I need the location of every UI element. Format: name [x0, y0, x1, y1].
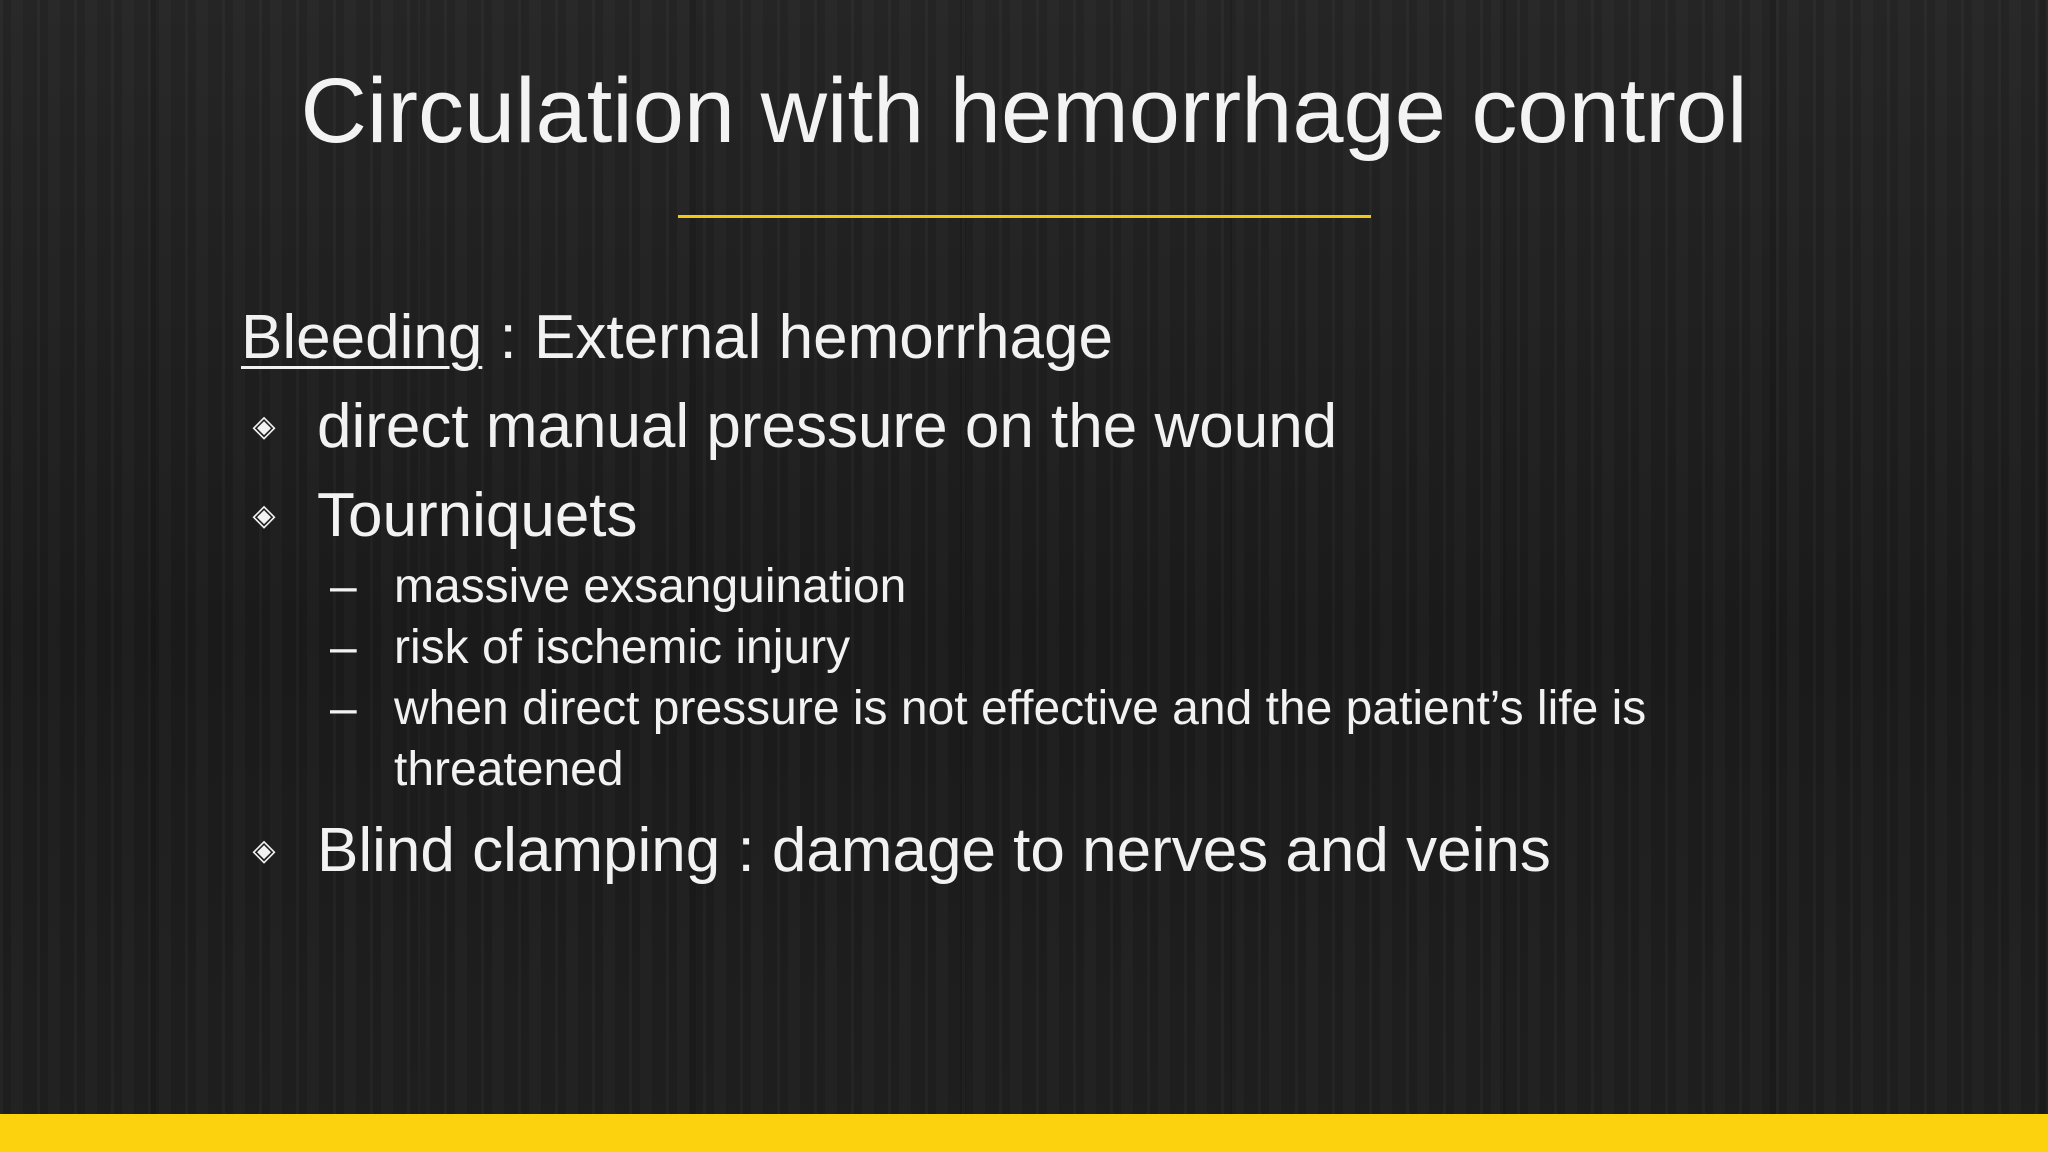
bullet-text: Blind clamping : damage to nerves and veins — [317, 816, 1551, 885]
diamond-bullet-icon: ◈ — [252, 410, 276, 443]
slide-title: Circulation with hemorrhage control — [300, 60, 1748, 162]
sub-bullet-text: massive exsanguination — [394, 560, 907, 613]
dash-bullet-icon: – — [330, 560, 357, 613]
heading-underlined-term: Bleeding — [241, 303, 483, 372]
diamond-bullet-icon: ◈ — [252, 834, 276, 867]
bullet-text: direct manual pressure on the wound — [317, 392, 1338, 461]
section-heading — [241, 300, 1113, 376]
sub-bullet-text: when direct pressure is not effective and the patient’s life is threatened — [394, 682, 1647, 796]
bullet-text: Tourniquets — [317, 481, 638, 550]
sub-bullet-text: risk of ischemic injury — [394, 621, 851, 674]
bottom-accent-bar — [0, 1114, 2048, 1152]
diamond-bullet-icon: ◈ — [252, 499, 276, 532]
dash-bullet-icon: – — [330, 621, 357, 674]
dash-bullet-icon: – — [330, 682, 357, 735]
heading-rest: : External hemorrhage — [482, 303, 1113, 372]
title-underline-rule — [678, 215, 1371, 218]
